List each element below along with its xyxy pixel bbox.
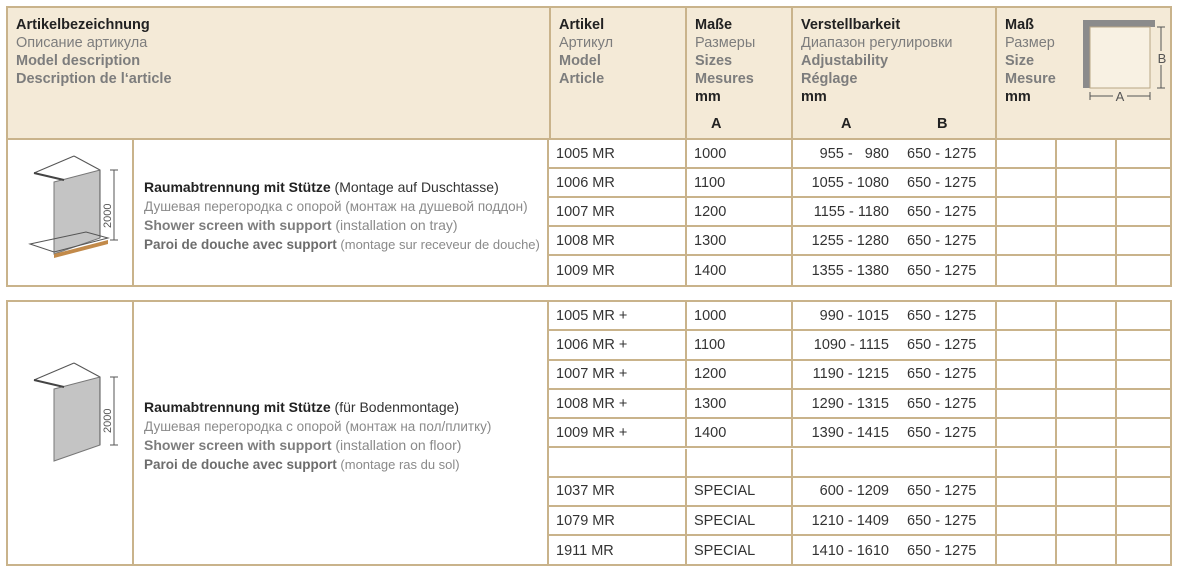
adjustability-b-value: 650 - 1275: [907, 203, 977, 220]
header-adjustability-ru: Диапазон регулировки: [801, 35, 953, 51]
measure-cell: [1055, 507, 1115, 534]
table-row: [549, 419, 1170, 448]
adjustability-cell: [791, 449, 995, 476]
size-a-cell: [685, 507, 791, 534]
size-a-value: SPECIAL: [694, 543, 756, 560]
size-a-cell: [685, 390, 791, 417]
height-dim-label: 2000: [102, 408, 114, 433]
article-cell: [549, 198, 685, 225]
adjustability-b-value: 650 - 1275: [907, 366, 977, 383]
tray-shape: [1090, 27, 1150, 88]
adjustability-b-value: 650 - 1275: [907, 483, 977, 500]
support-rod-shape: [34, 173, 64, 180]
adjustability-a-value: 1090 - 1115: [813, 336, 889, 353]
measure-cell: [1115, 507, 1174, 534]
adjustability-a-value: 1355 - 1380: [811, 262, 889, 279]
adjustability-cell: [791, 536, 995, 565]
measure-cell: [995, 302, 1055, 329]
measure-cell: [1115, 331, 1174, 358]
measure-cell: [995, 419, 1055, 446]
table-row: [549, 140, 1170, 169]
adjustability-a-value: 1410 - 1610: [811, 543, 889, 560]
adjustability-cell: [791, 198, 995, 225]
article-number: 1005 MR: [556, 145, 615, 162]
table-row: [549, 507, 1170, 536]
article-cell: [549, 449, 685, 476]
description-de: Raumabtrennung mit Stütze (Montage auf Duschtasse): [144, 179, 499, 195]
table-row: [549, 536, 1170, 565]
size-a-value: 1300: [694, 232, 727, 249]
header-description-de: Artikelbezeichnung: [16, 17, 150, 33]
measure-cell: [1055, 361, 1115, 388]
table-row: [549, 390, 1170, 419]
dim-b-label: B: [1157, 51, 1167, 66]
table-row: [549, 478, 1170, 507]
header-sizes-col-a: A: [711, 116, 722, 132]
size-a-value: 1200: [694, 203, 727, 220]
description-fr: Paroi de douche avec support (montage ras du sol): [144, 457, 460, 472]
size-a-value: 1100: [694, 174, 726, 191]
measure-cell: [1055, 478, 1115, 505]
measure-cell: [1055, 419, 1115, 446]
article-number: 1008 MR +: [556, 395, 628, 412]
measure-cell: [1115, 390, 1174, 417]
size-a-cell: [685, 140, 791, 167]
article-number: 1911 MR: [556, 543, 614, 560]
measure-cell: [995, 140, 1055, 167]
shower-screen-drawing-icon: [8, 302, 134, 564]
measure-cell: [1055, 256, 1115, 285]
header-sizes-ru: Размеры: [695, 35, 756, 51]
description-en: Shower screen with support (installation on floor): [144, 437, 462, 453]
header-description-en: Model description: [16, 53, 141, 69]
table-row: [549, 169, 1170, 198]
adjustability-cell: [791, 507, 995, 534]
adjustability-cell: [791, 331, 995, 358]
article-cell: [549, 140, 685, 167]
size-a-cell: [685, 478, 791, 505]
article-cell: [549, 478, 685, 505]
measure-cell: [995, 449, 1055, 476]
header-sizes-fr: Mesures: [695, 71, 754, 87]
adjustability-a-value: 1390 - 1415: [811, 424, 889, 441]
table-row: [549, 361, 1170, 390]
header-measure-ru: Размер: [1005, 35, 1055, 51]
header-measure-fr: Mesure: [1005, 71, 1056, 87]
measure-cell: [1055, 331, 1115, 358]
size-a-cell: [685, 198, 791, 225]
description-de: Raumabtrennung mit Stütze (für Bodenmontage): [144, 399, 460, 415]
measure-cell: [1115, 140, 1174, 167]
adjustability-a-value: 990 - 1015: [819, 307, 889, 324]
adjustability-b-value: 650 - 1275: [907, 262, 977, 279]
size-a-cell: [685, 169, 791, 196]
product-description-cell: [134, 302, 549, 564]
size-a-cell: [685, 227, 791, 254]
header-measure-en: Size: [1005, 53, 1035, 69]
header-description-fr: Description de l‘article: [16, 71, 172, 87]
measure-cell: [995, 169, 1055, 196]
adjustability-b-value: 650 - 1275: [907, 174, 977, 191]
measure-cell: [995, 331, 1055, 358]
article-cell: [549, 227, 685, 254]
article-number: 1009 MR: [556, 262, 615, 279]
header-article-fr: Article: [559, 71, 605, 87]
glass-panel-shape: [54, 377, 100, 461]
measure-cell: [1115, 256, 1174, 285]
article-number: 1005 MR +: [556, 307, 628, 324]
header-article-en: Model: [559, 53, 601, 69]
article-cell: [549, 331, 685, 358]
article-cell: [549, 419, 685, 446]
adjustability-a-value: 1210 - 1409: [811, 512, 889, 529]
measure-cell: [995, 227, 1055, 254]
size-a-cell: [685, 331, 791, 358]
header-sizes-unit: mm: [695, 89, 721, 105]
adjustability-cell: [791, 478, 995, 505]
description-fr: Paroi de douche avec support (montage sur receveur de douche): [144, 237, 540, 252]
adjustability-cell: [791, 169, 995, 196]
adjustability-a-value: 1255 - 1280: [811, 232, 889, 249]
measure-cell: [1055, 169, 1115, 196]
size-a-value: 1000: [694, 145, 727, 162]
size-a-value: SPECIAL: [694, 483, 756, 500]
size-a-cell: [685, 302, 791, 329]
product-image-cell: [8, 302, 134, 564]
size-a-value: 1100: [694, 336, 726, 353]
measure-cell: [995, 198, 1055, 225]
size-a-value: 1400: [694, 262, 727, 279]
header-measure: [995, 8, 1170, 138]
article-cell: [549, 536, 685, 565]
size-a-cell: [685, 361, 791, 388]
table-row: [549, 302, 1170, 331]
header-sizes-de: Maße: [695, 17, 733, 33]
product-block-tray: [6, 138, 1172, 287]
header-description: [8, 8, 549, 138]
height-dim-label: 2000: [102, 203, 114, 228]
header-adjustability-col-b: B: [937, 116, 948, 132]
measure-cell: [1115, 478, 1174, 505]
description-ru: Душевая перегородка с опорой (монтаж на душевой поддон): [144, 199, 528, 214]
adjustability-cell: [791, 361, 995, 388]
adjustability-cell: [791, 140, 995, 167]
product-block-floor: [6, 300, 1172, 566]
product-image-cell: [8, 140, 134, 285]
measure-cell: [1055, 449, 1115, 476]
wall-top-shape: [1083, 20, 1155, 27]
adjustability-cell: [791, 419, 995, 446]
adjustability-a-value: 1055 - 1080: [811, 174, 889, 191]
adjustability-a-value: 1290 - 1315: [811, 395, 889, 412]
table-header: [6, 6, 1172, 140]
header-adjustability-en: Adjustability: [801, 53, 889, 69]
measure-cell: [1115, 419, 1174, 446]
article-cell: [549, 256, 685, 285]
measure-cell: [1055, 140, 1115, 167]
measure-cell: [995, 256, 1055, 285]
wall-left-shape: [1083, 20, 1090, 88]
adjustability-b-value: 650 - 1275: [907, 543, 977, 560]
measure-cell: [1055, 536, 1115, 565]
table-row: [549, 256, 1170, 285]
article-number: 1006 MR: [556, 174, 615, 191]
measure-cell: [1115, 536, 1174, 565]
header-measure-de: Maß: [1005, 17, 1034, 33]
size-a-value: 1300: [694, 395, 727, 412]
size-a-cell: [685, 419, 791, 446]
header-article-de: Artikel: [559, 17, 605, 33]
table-row: [549, 449, 1170, 478]
adjustability-cell: [791, 390, 995, 417]
size-a-cell: [685, 536, 791, 565]
size-a-value: 1400: [694, 424, 727, 441]
header-adjustability: [791, 8, 995, 138]
article-cell: [549, 507, 685, 534]
adjustability-cell: [791, 302, 995, 329]
header-description-ru: Описание артикула: [16, 35, 148, 51]
measure-cell: [1115, 227, 1174, 254]
adjustability-b-value: 650 - 1275: [907, 145, 977, 162]
article-cell: [549, 390, 685, 417]
size-a-cell: [685, 256, 791, 285]
measure-cell: [1055, 198, 1115, 225]
table-row: [549, 331, 1170, 360]
measure-cell: [1115, 198, 1174, 225]
header-adjustability-fr: Réglage: [801, 71, 858, 87]
measure-cell: [1115, 169, 1174, 196]
size-a-value: SPECIAL: [694, 512, 756, 529]
measure-cell: [1115, 361, 1174, 388]
dim-a-label: A: [1115, 89, 1125, 104]
adjustability-b-value: 650 - 1275: [907, 512, 977, 529]
article-number: 1006 MR +: [556, 336, 628, 353]
adjustability-a-value: 1155 - 1180: [813, 203, 889, 220]
adjustability-b-value: 650 - 1275: [907, 336, 977, 353]
header-article-ru: Артикул: [559, 35, 614, 51]
measure-cell: [995, 507, 1055, 534]
measure-cell: [995, 478, 1055, 505]
adjustability-cell: [791, 227, 995, 254]
table-row: [549, 198, 1170, 227]
adjustability-a-value: 955 - 980: [819, 145, 889, 162]
article-cell: [549, 169, 685, 196]
header-sizes: [685, 8, 791, 138]
measure-cell: [995, 390, 1055, 417]
article-number: 1037 MR: [556, 483, 615, 500]
adjustability-a-value: 600 - 1209: [819, 483, 889, 500]
measure-cell: [1055, 302, 1115, 329]
article-cell: [549, 361, 685, 388]
article-number: 1007 MR: [556, 203, 615, 220]
adjustability-b-value: 650 - 1275: [907, 232, 977, 249]
measure-diagram-icon: [1077, 16, 1169, 108]
article-number: 1007 MR +: [556, 366, 628, 383]
description-ru: Душевая перегородка с опорой (монтаж на пол/плитку): [144, 419, 492, 434]
article-cell: [549, 302, 685, 329]
header-adjustability-de: Verstellbarkeit: [801, 17, 901, 33]
article-number: 1008 MR: [556, 232, 615, 249]
description-en: Shower screen with support (installation on tray): [144, 217, 458, 233]
header-adjustability-unit: mm: [801, 89, 827, 105]
header-sizes-en: Sizes: [695, 53, 733, 69]
header-measure-unit: mm: [1005, 89, 1031, 105]
measure-cell: [1055, 390, 1115, 417]
adjustability-b-value: 650 - 1275: [907, 395, 977, 412]
adjustability-b-value: 650 - 1275: [907, 424, 977, 441]
table-row: [549, 227, 1170, 256]
shower-screen-drawing-icon: [8, 140, 134, 285]
measure-cell: [1055, 227, 1115, 254]
header-article: [549, 8, 685, 138]
article-number: 1009 MR +: [556, 424, 628, 441]
size-a-value: 1000: [694, 307, 727, 324]
size-a-value: 1200: [694, 366, 727, 383]
adjustability-b-value: 650 - 1275: [907, 307, 977, 324]
article-number: 1079 MR: [556, 512, 615, 529]
size-a-cell: [685, 449, 791, 476]
product-description-cell: [134, 140, 549, 285]
measure-cell: [1115, 302, 1174, 329]
adjustability-a-value: 1190 - 1215: [812, 366, 889, 383]
adjustability-cell: [791, 256, 995, 285]
measure-cell: [995, 536, 1055, 565]
measure-cell: [995, 361, 1055, 388]
header-adjustability-col-a: A: [841, 116, 852, 132]
support-rod-shape: [34, 380, 64, 387]
measure-cell: [1115, 449, 1174, 476]
